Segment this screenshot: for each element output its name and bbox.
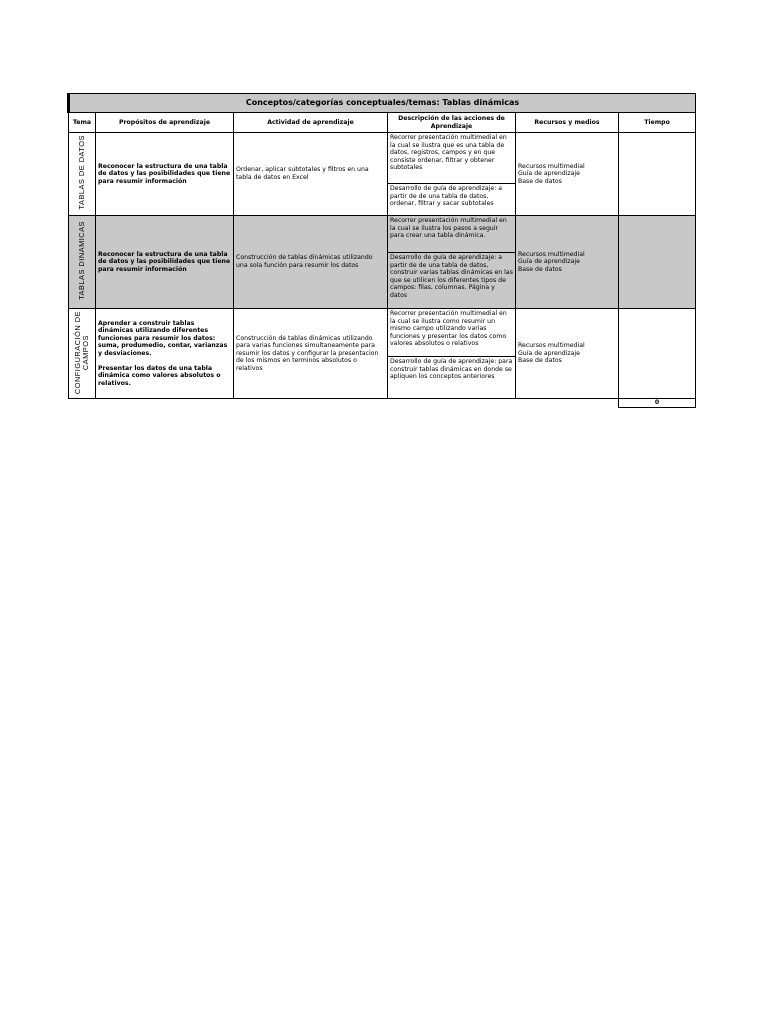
proposito-paragraph: Aprender a construir tablas dinámicas utilizando diferentes funciones para resumir los datos: suma, produmedio, contar, varianzas y desviaciones.	[98, 319, 228, 357]
total-row	[69, 399, 696, 408]
proposito-cell: Reconocer la estructura de una tabla de datos y las posibilidades que tiene para resumir información	[96, 216, 234, 309]
tiempo-cell	[619, 309, 696, 399]
proposito-cell	[96, 309, 234, 399]
header-actividad: Actividad de aprendizaje	[234, 113, 388, 133]
table-row	[69, 133, 696, 184]
total-tiempo: 0	[619, 399, 696, 408]
tema-label: TABLAS DINAMICAS	[77, 221, 86, 301]
tema-cell	[69, 309, 96, 399]
recursos-cell	[516, 216, 619, 309]
tema-label: TABLAS DE DATOS	[77, 135, 86, 210]
recursos-cell	[516, 133, 619, 216]
header-tiempo: Tiempo	[619, 113, 696, 133]
tiempo-cell	[619, 133, 696, 216]
descripcion-cell: Recorrer presentación multimedial en la cual se ilustra los pasos a seguir para crear una tabla dinámica.	[388, 216, 516, 253]
descripcion-cell: Desarrollo de guía de aprendizaje: a partir de de una tabla de datos, construir varias tablas dinámicas en las que se utilicen los diferentes tipos de campos: filas, columnas. Página y datos	[388, 253, 516, 309]
proposito-cell: Reconocer la estructura de una tabla de datos y las posibilidades que tiene para resumir información	[96, 133, 234, 216]
tema-label-line: CAMPOS	[81, 334, 90, 370]
recurso-item: Guía de aprendizaje	[518, 170, 580, 178]
lesson-plan-table	[67, 93, 696, 408]
header-descripcion: Descripción de las acciones de Aprendizaje	[388, 113, 516, 133]
table-title: Conceptos/categorías conceptuales/temas: Tablas dinámicas	[69, 94, 696, 113]
recursos-cell	[516, 309, 619, 399]
tema-label-line: CONFIGURACIÓN DE	[73, 310, 82, 394]
table-row	[69, 216, 696, 253]
descripcion-cell: Recorrer presentación multimedial en la cual se ilustra que es una tabla de datos, registros, campos y en que consiste ordenar, filtrar y obtener subtotales	[388, 133, 516, 184]
header-tema: Tema	[69, 113, 96, 133]
header-propositos: Propósitos de aprendizaje	[96, 113, 234, 133]
table-row	[69, 309, 696, 357]
actividad-cell: Ordenar, aplicar subtotales y filtros en una tabla de datos en Excel	[234, 133, 388, 216]
recurso-item: Base de datos	[518, 265, 562, 273]
recurso-item: Guía de aprendizaje	[518, 349, 580, 357]
title-row	[69, 94, 696, 113]
recurso-item: Recursos multimedial	[518, 162, 585, 170]
recurso-item: Guía de aprendizaje	[518, 258, 580, 266]
tema-label	[74, 311, 90, 394]
tema-cell	[69, 133, 96, 216]
actividad-cell: Construcción de tablas dinámicas utilizando para varias funciones simultaneamente para resumir los datos y configurar la presentacion de los mismos en terminos absolutos o relativos	[234, 309, 388, 399]
tema-cell	[69, 216, 96, 309]
lesson-plan-sheet	[67, 93, 694, 408]
descripcion-cell: Desarrollo de guía de aprendizaje: para construir tablas dinámicas en donde se apliquen los conceptos anteriores	[388, 357, 516, 399]
proposito-paragraph: Presentar los datos de una tabla dinámica como valores absolutos o relativos.	[98, 364, 221, 387]
header-recursos: Recursos y medios	[516, 113, 619, 133]
actividad-cell: Construcción de tablas dinámicas utilizando una sola función para resumir los datos	[234, 216, 388, 309]
recurso-item: Base de datos	[518, 177, 562, 185]
descripcion-cell: Recorrer presentación multimedial en la cual se ilustra como resumir un mismo campo utilizando varias funciones y presentar los datos como valores absolutos o relativos	[388, 309, 516, 357]
recurso-item: Recursos multimedial	[518, 342, 585, 350]
header-row	[69, 113, 696, 133]
recurso-item: Recursos multimedial	[518, 250, 585, 258]
tiempo-cell	[619, 216, 696, 309]
descripcion-cell: Desarrollo de guía de aprendizaje: a partir de de una tabla de datos, ordenar, filtrar y sacar subtotales	[388, 184, 516, 216]
recurso-item: Base de datos	[518, 357, 562, 365]
